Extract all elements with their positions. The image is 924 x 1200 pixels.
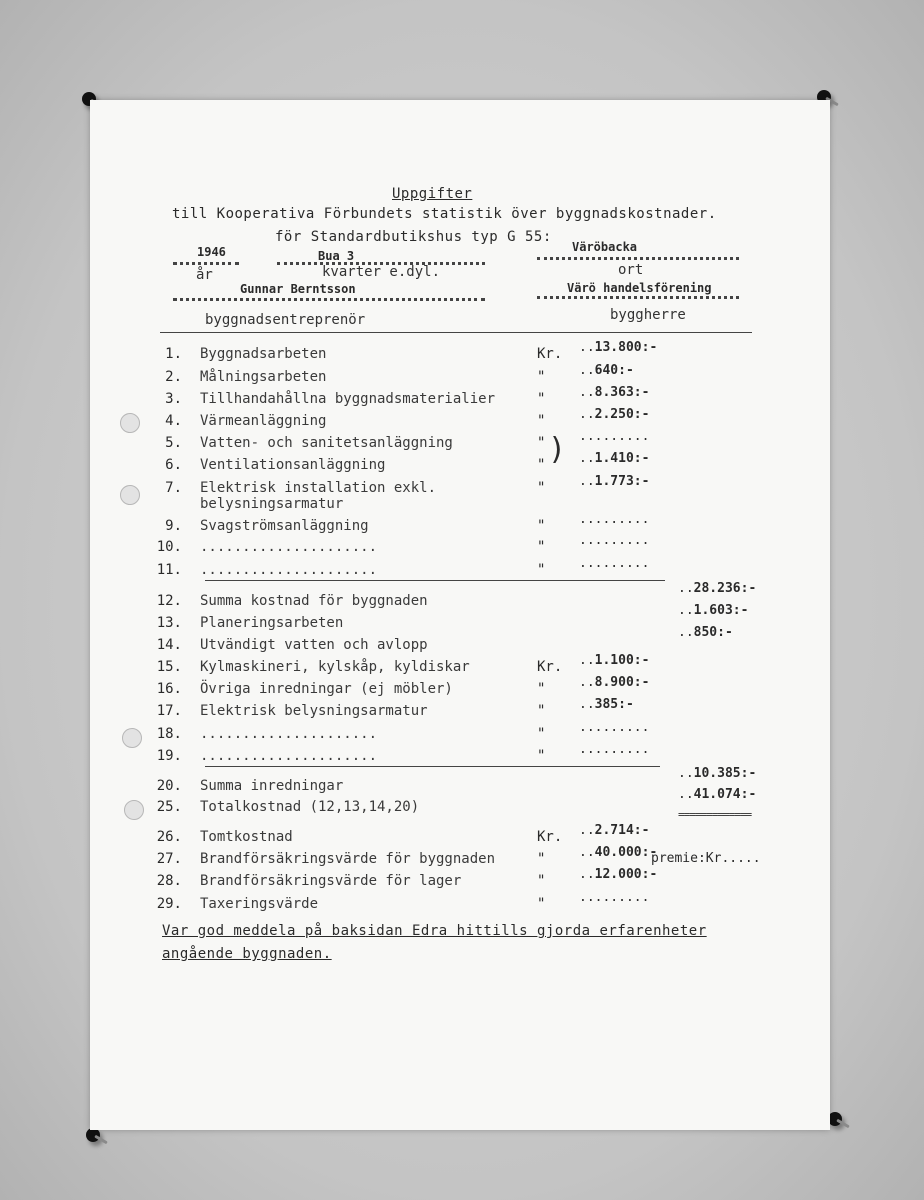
- item-value: [579, 697, 634, 712]
- block-value: Bua 3: [318, 249, 355, 263]
- value-leader-dots: .........: [579, 720, 650, 735]
- grouping-brace: ): [548, 432, 567, 467]
- item-value-text: 13.800:-: [594, 340, 658, 355]
- value-leader-dots: ..: [678, 766, 694, 781]
- item-description: .....................: [200, 726, 378, 742]
- item-unit: ": [537, 726, 546, 742]
- item-value: [579, 675, 649, 690]
- item-unit: Kr.: [537, 829, 563, 845]
- value-leader-dots: .........: [579, 429, 650, 444]
- item-unit: ": [537, 480, 546, 496]
- item-number: 15.: [156, 659, 182, 675]
- item-value: [579, 363, 634, 378]
- inredning-rule: [205, 766, 660, 767]
- item-value-text: 2.250:-: [594, 407, 650, 422]
- item-description: Vatten- och sanitetsanläggning: [200, 435, 453, 451]
- value-leader-dots: ..: [678, 625, 694, 640]
- item-description: .....................: [200, 539, 378, 555]
- item-number: 4.: [165, 413, 182, 429]
- item-value: [579, 890, 649, 905]
- value-leader-dots: ..: [678, 581, 694, 596]
- place-label: ort: [618, 262, 644, 278]
- pushpin-icon: [828, 1112, 842, 1126]
- item-value: [579, 845, 761, 866]
- item-total-text: 28.236:-: [693, 581, 757, 596]
- item-unit: ": [537, 518, 546, 534]
- item-description: Värmeanläggning: [200, 413, 327, 429]
- item-description: Ventilationsanläggning: [200, 457, 386, 473]
- item-description-cont: belysningsarmatur: [200, 496, 344, 512]
- punch-hole: [120, 413, 140, 433]
- item-value: [579, 742, 649, 757]
- item-total: [678, 787, 756, 802]
- value-leader-dots: ..: [579, 340, 595, 355]
- item-number: 11.: [156, 562, 182, 578]
- item-value: [579, 556, 649, 571]
- item-unit: ": [537, 435, 546, 451]
- item-value: [579, 867, 657, 882]
- item-unit: ": [537, 896, 546, 912]
- item-unit: ": [537, 748, 546, 764]
- item-description: Elektrisk installation exkl.: [200, 480, 437, 496]
- item-value-text: 1.773:-: [594, 474, 650, 489]
- item-number: 13.: [156, 615, 182, 631]
- item-value: [579, 823, 649, 838]
- item-value: [579, 474, 649, 489]
- value-leader-dots: ..: [579, 697, 595, 712]
- value-leader-dots: ..: [579, 653, 595, 668]
- item-number: 14.: [156, 637, 182, 653]
- client-dotted-line: [537, 296, 739, 299]
- client-label: byggherre: [610, 307, 686, 323]
- value-leader-dots: .........: [579, 556, 650, 571]
- item-value: [579, 653, 649, 668]
- form-title: Uppgifter: [392, 186, 473, 202]
- item-number: 27.: [156, 851, 182, 867]
- item-value-text: 2.714:-: [594, 823, 650, 838]
- item-value-text: 8.363:-: [594, 385, 650, 400]
- contractor-value: Gunnar Berntsson: [240, 282, 356, 296]
- value-leader-dots: ..: [579, 823, 595, 838]
- item-unit: ": [537, 851, 546, 867]
- item-value: [579, 429, 649, 444]
- item-description: .....................: [200, 748, 378, 764]
- item-number: 18.: [156, 726, 182, 742]
- item-total: [678, 581, 756, 596]
- item-number: 6.: [165, 457, 182, 473]
- item-number: 5.: [165, 435, 182, 451]
- item-number: 28.: [156, 873, 182, 889]
- item-value: [579, 512, 649, 527]
- value-leader-dots: ..: [579, 451, 595, 466]
- item-total: [678, 625, 733, 640]
- item-description: Målningsarbeten: [200, 369, 327, 385]
- place-value: Väröbacka: [572, 240, 638, 254]
- item-description: Summa inredningar: [200, 778, 344, 794]
- item-value-text: 640:-: [594, 363, 634, 378]
- item-unit: ": [537, 873, 546, 889]
- year-label: år: [196, 267, 213, 283]
- item-description: Kylmaskineri, kylskåp, kyldiskar: [200, 659, 470, 675]
- value-leader-dots: ..: [579, 867, 595, 882]
- item-total-text: 850:-: [693, 625, 733, 640]
- item-total: [678, 603, 748, 618]
- contractor-label: byggnadsentreprenör: [205, 312, 366, 328]
- form-subtitle-type: för Standardbutikshus typ G 55:: [275, 229, 552, 245]
- punch-hole: [122, 728, 142, 748]
- item-value-text: 1.100:-: [594, 653, 650, 668]
- item-description: Brandförsäkringsvärde för lager: [200, 873, 462, 889]
- item-number: 26.: [156, 829, 182, 845]
- item-number: 1.: [165, 346, 182, 362]
- item-number: 9.: [165, 518, 182, 534]
- value-leader-dots: ..: [579, 385, 595, 400]
- item-description: Byggnadsarbeten: [200, 346, 327, 362]
- total-double-underline: =============: [678, 808, 752, 821]
- item-description: Elektrisk belysningsarmatur: [200, 703, 428, 719]
- value-leader-dots: ..: [579, 845, 595, 860]
- item-unit: ": [537, 562, 546, 578]
- item-value: [579, 533, 649, 548]
- item-description: Svagströmsanläggning: [200, 518, 369, 534]
- item-value-text: 12.000:-: [594, 867, 658, 882]
- item-value: [579, 340, 657, 355]
- item-value: [579, 385, 649, 400]
- punch-hole: [120, 485, 140, 505]
- item-number: 25.: [156, 799, 182, 815]
- item-value: [579, 407, 649, 422]
- value-leader-dots: ..: [579, 675, 595, 690]
- item-description: Utvändigt vatten och avlopp: [200, 637, 428, 653]
- item-value-text: 1.410:-: [594, 451, 650, 466]
- item-unit: ": [537, 369, 546, 385]
- value-leader-dots: .........: [579, 533, 650, 548]
- value-leader-dots: ..: [579, 407, 595, 422]
- item-description: .....................: [200, 562, 378, 578]
- item-description: Övriga inredningar (ej möbler): [200, 681, 453, 697]
- item-value: [579, 720, 649, 735]
- item-number: 7.: [165, 480, 182, 496]
- item-unit: ": [537, 539, 546, 555]
- footer-note-2: [162, 946, 332, 962]
- value-leader-dots: ..: [678, 787, 694, 802]
- item-value-text: 40.000:-: [594, 845, 658, 860]
- item-description: Totalkostnad (12,13,14,20): [200, 799, 420, 815]
- contractor-dotted-line: [173, 298, 485, 301]
- place-dotted-line: [537, 257, 739, 260]
- item-description: Tillhandahållna byggnadsmaterialier: [200, 391, 496, 407]
- item-description: Brandförsäkringsvärde för byggnaden: [200, 851, 496, 867]
- item-number: 17.: [156, 703, 182, 719]
- item-description: Summa kostnad för byggnaden: [200, 593, 428, 609]
- item-unit: ": [537, 391, 546, 407]
- item-note: premie:Kr.....: [651, 851, 761, 866]
- year-value: 1946: [197, 245, 226, 259]
- item-unit: ": [537, 457, 546, 473]
- item-number: 10.: [156, 539, 182, 555]
- item-total-text: 1.603:-: [693, 603, 749, 618]
- value-leader-dots: .........: [579, 742, 650, 757]
- client-value: Värö handelsförening: [567, 281, 712, 295]
- item-description: Tomtkostnad: [200, 829, 293, 845]
- block-label: kvarter e.dyl.: [322, 264, 441, 280]
- item-unit: ": [537, 413, 546, 429]
- item-number: 29.: [156, 896, 182, 912]
- item-value-text: 385:-: [594, 697, 634, 712]
- item-description: Planeringsarbeten: [200, 615, 344, 631]
- item-description: Taxeringsvärde: [200, 896, 319, 912]
- item-number: 3.: [165, 391, 182, 407]
- item-total-text: 10.385:-: [693, 766, 757, 781]
- footer-note: Var god meddela på baksidan Edra hittills gjorda erfarenheter: [162, 923, 707, 939]
- value-leader-dots: .........: [579, 512, 650, 527]
- item-number: 19.: [156, 748, 182, 764]
- punch-hole: [124, 800, 144, 820]
- item-unit: Kr.: [537, 659, 563, 675]
- subtotal-rule: [205, 580, 665, 581]
- item-number: 2.: [165, 369, 182, 385]
- item-total: [678, 766, 756, 781]
- value-leader-dots: ..: [579, 363, 595, 378]
- header-rule: [160, 332, 752, 333]
- year-dotted-line: [173, 262, 239, 265]
- item-total-text: 41.074:-: [693, 787, 757, 802]
- value-leader-dots: ..: [678, 603, 694, 618]
- item-unit: ": [537, 681, 546, 697]
- item-number: 16.: [156, 681, 182, 697]
- item-value-text: 8.900:-: [594, 675, 650, 690]
- footer-note-2-text: angående byggnaden.: [162, 946, 332, 962]
- value-leader-dots: ..: [579, 474, 595, 489]
- item-number: 20.: [156, 778, 182, 794]
- form-subtitle: till Kooperativa Förbundets statistik över byggnadskostnader.: [172, 206, 717, 222]
- pushpin-icon: [86, 1128, 100, 1142]
- item-unit: Kr.: [537, 346, 563, 362]
- item-unit: ": [537, 703, 546, 719]
- value-leader-dots: .........: [579, 890, 650, 905]
- item-number: 12.: [156, 593, 182, 609]
- item-value: [579, 451, 649, 466]
